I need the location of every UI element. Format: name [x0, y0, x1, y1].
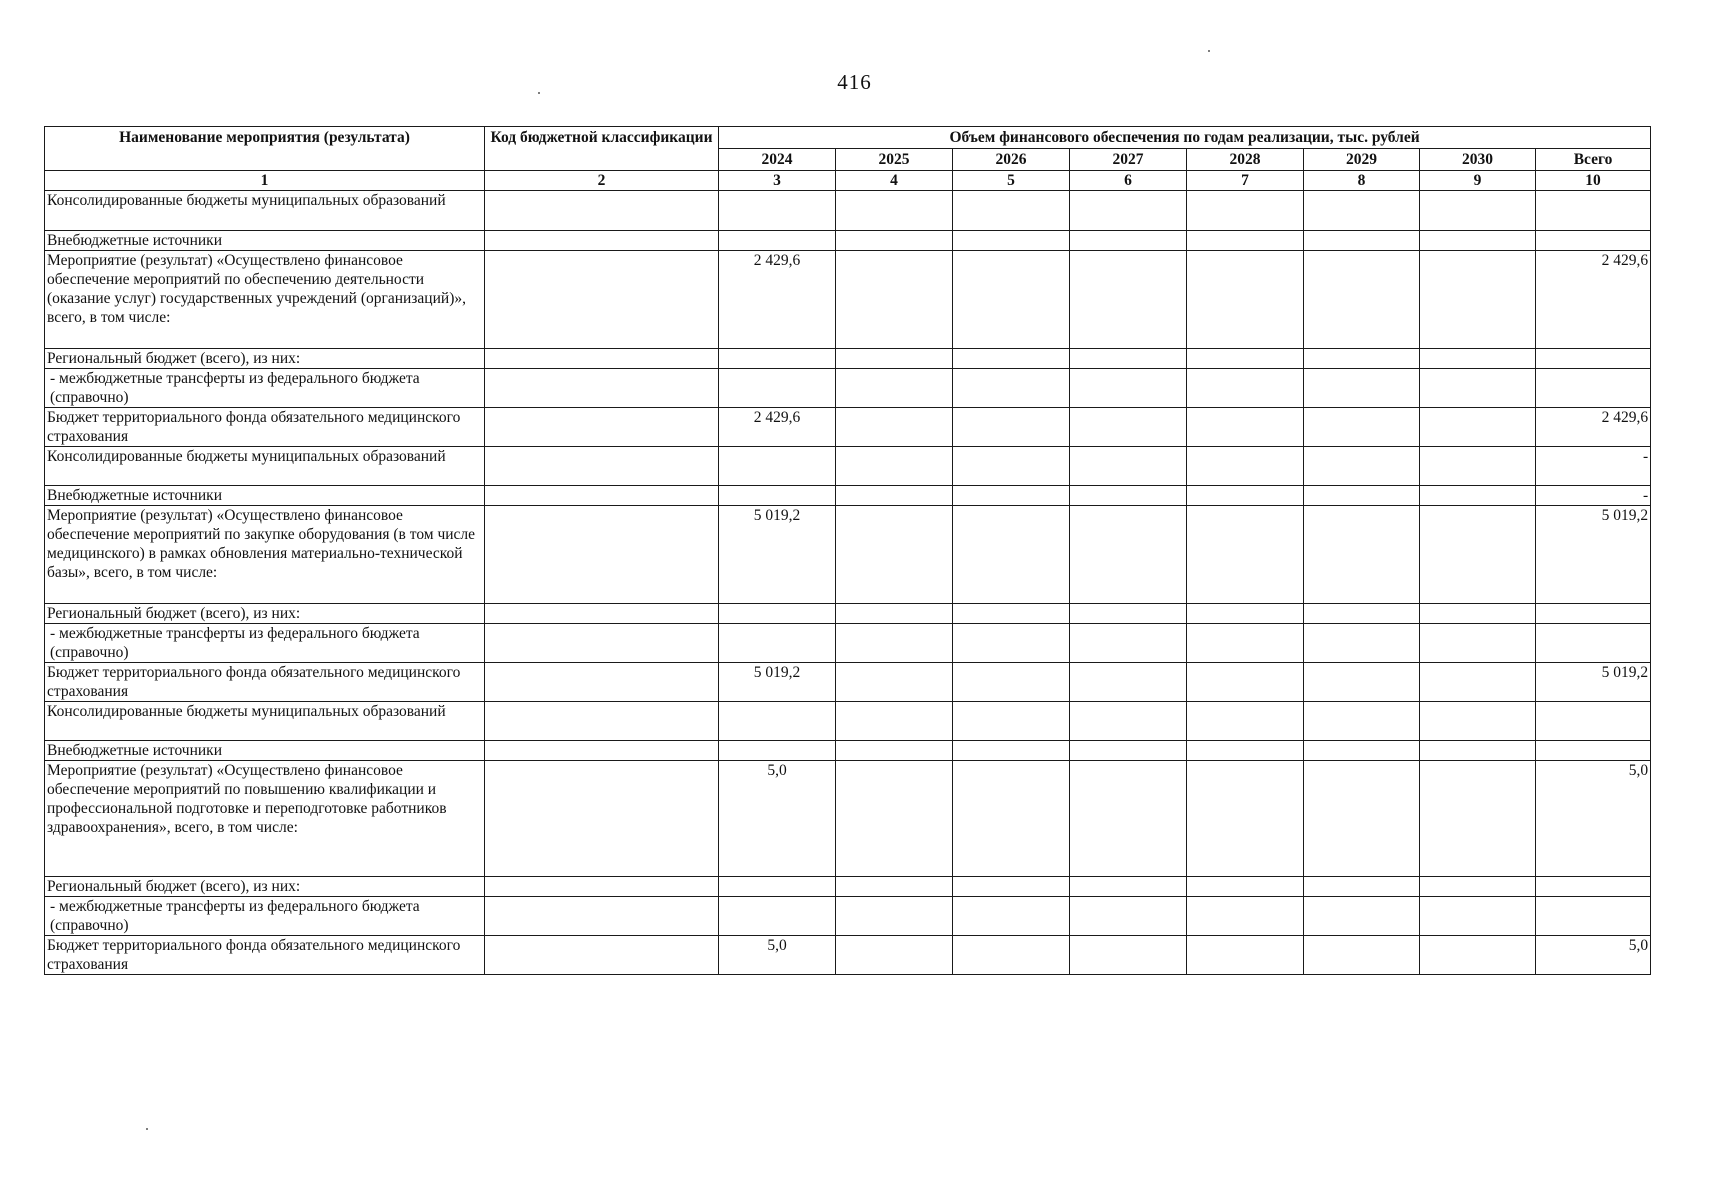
column-number: 4: [836, 171, 953, 191]
table-row: [45, 663, 1651, 702]
row-name: Региональный бюджет (всего), из них:: [45, 349, 485, 369]
scan-speck: [538, 92, 540, 94]
row-value: [1420, 369, 1536, 408]
row-value: [1420, 604, 1536, 624]
column-numbers-row: [45, 171, 1651, 191]
row-code: [485, 369, 719, 408]
row-value: [1187, 702, 1304, 741]
row-value: [836, 506, 953, 604]
row-name: Мероприятие (результат) «Осуществлено финансовое обеспечение мероприятий по закупке оборудования (в том числе медицинского) в рамках обновления материально-технической базы», всего, в том числе:: [45, 506, 485, 604]
row-code: [485, 251, 719, 349]
row-value: [836, 624, 953, 663]
row-value: [836, 349, 953, 369]
row-code: [485, 191, 719, 231]
row-name: - межбюджетные трансферты из федерального бюджета (справочно): [45, 624, 485, 663]
row-name: - межбюджетные трансферты из федерального бюджета (справочно): [45, 369, 485, 408]
row-value: [1070, 486, 1187, 506]
row-value: [953, 936, 1070, 975]
row-value: [719, 349, 836, 369]
page-number: 416: [837, 70, 872, 94]
row-value: [953, 231, 1070, 251]
row-value: [1070, 604, 1187, 624]
row-value: [719, 486, 836, 506]
table-row: [45, 447, 1651, 486]
row-name: Мероприятие (результат) «Осуществлено финансовое обеспечение мероприятий по повышению квалификации и профессиональной подготовке и переподготовке работников здравоохранения», всего, в том числе:: [45, 761, 485, 877]
row-value: [1420, 663, 1536, 702]
row-value: [1070, 191, 1187, 231]
row-value: [1187, 231, 1304, 251]
row-value: 2 429,6: [719, 408, 836, 447]
row-name: - межбюджетные трансферты из федерального бюджета (справочно): [45, 897, 485, 936]
row-name: Мероприятие (результат) «Осуществлено финансовое обеспечение мероприятий по обеспечению деятельности (оказание услуг) государственных учреждений (организаций)», всего, в том числе:: [45, 251, 485, 349]
row-total: 2 429,6: [1536, 408, 1651, 447]
row-value: [836, 486, 953, 506]
row-name: Бюджет территориального фонда обязательного медицинского страхования: [45, 663, 485, 702]
column-number: 1: [45, 171, 485, 191]
row-value: [1304, 663, 1420, 702]
row-value: [1070, 506, 1187, 604]
row-total: [1536, 702, 1651, 741]
table-row: [45, 761, 1651, 877]
row-value: [1420, 936, 1536, 975]
row-code: [485, 506, 719, 604]
row-value: [1304, 604, 1420, 624]
row-value: [953, 408, 1070, 447]
row-name: Региональный бюджет (всего), из них:: [45, 877, 485, 897]
column-number: 6: [1070, 171, 1187, 191]
row-value: [719, 447, 836, 486]
row-value: [1304, 369, 1420, 408]
table-row: [45, 624, 1651, 663]
row-value: [953, 604, 1070, 624]
table-row: [45, 349, 1651, 369]
row-value: [836, 877, 953, 897]
row-total: [1536, 604, 1651, 624]
row-value: [1070, 231, 1187, 251]
table-row: [45, 604, 1651, 624]
row-value: [1420, 251, 1536, 349]
row-value: [1304, 936, 1420, 975]
row-value: [953, 624, 1070, 663]
row-value: [719, 702, 836, 741]
table-row: [45, 251, 1651, 349]
row-code: [485, 486, 719, 506]
header-year: 2026: [953, 149, 1070, 171]
row-value: [1187, 408, 1304, 447]
row-total: 5,0: [1536, 936, 1651, 975]
row-value: [953, 349, 1070, 369]
row-name: Консолидированные бюджеты муниципальных образований: [45, 702, 485, 741]
row-name: Внебюджетные источники: [45, 231, 485, 251]
row-value: [953, 741, 1070, 761]
row-value: [836, 369, 953, 408]
row-code: [485, 702, 719, 741]
row-code: [485, 604, 719, 624]
row-value: [1070, 897, 1187, 936]
row-name: Бюджет территориального фонда обязательного медицинского страхования: [45, 408, 485, 447]
column-number: 5: [953, 171, 1070, 191]
table-row: [45, 369, 1651, 408]
row-value: [719, 191, 836, 231]
table-row: [45, 506, 1651, 604]
row-value: [1304, 486, 1420, 506]
header-name: Наименование мероприятия (результата): [45, 127, 485, 171]
row-value: 5,0: [719, 761, 836, 877]
row-value: [1070, 877, 1187, 897]
row-value: [1304, 506, 1420, 604]
row-value: [953, 702, 1070, 741]
row-total: [1536, 369, 1651, 408]
row-value: [836, 191, 953, 231]
row-value: [836, 702, 953, 741]
table-row: [45, 702, 1651, 741]
row-value: [953, 251, 1070, 349]
table-row: [45, 408, 1651, 447]
row-total: [1536, 231, 1651, 251]
column-number: 9: [1420, 171, 1536, 191]
row-value: [1304, 702, 1420, 741]
row-value: [953, 897, 1070, 936]
header-year: 2027: [1070, 149, 1187, 171]
row-code: [485, 936, 719, 975]
row-value: [1304, 251, 1420, 349]
row-value: [836, 936, 953, 975]
scan-speck: [146, 1128, 148, 1130]
row-code: [485, 663, 719, 702]
row-value: [1420, 486, 1536, 506]
row-value: [1187, 741, 1304, 761]
row-name: Внебюджетные источники: [45, 741, 485, 761]
row-value: [1070, 251, 1187, 349]
row-value: [953, 663, 1070, 702]
row-code: [485, 447, 719, 486]
column-number: 2: [485, 171, 719, 191]
row-code: [485, 231, 719, 251]
budget-table: [44, 126, 1651, 975]
row-value: [1420, 741, 1536, 761]
header-year: 2029: [1304, 149, 1420, 171]
row-total: 5 019,2: [1536, 506, 1651, 604]
row-value: [1420, 761, 1536, 877]
row-value: [1304, 191, 1420, 231]
row-value: [1187, 663, 1304, 702]
row-code: [485, 877, 719, 897]
row-value: [1420, 231, 1536, 251]
row-value: [1070, 408, 1187, 447]
row-value: [1070, 663, 1187, 702]
row-value: [1420, 702, 1536, 741]
column-number: 8: [1304, 171, 1420, 191]
row-value: [1304, 231, 1420, 251]
row-value: [719, 897, 836, 936]
row-value: [1070, 447, 1187, 486]
row-total: 2 429,6: [1536, 251, 1651, 349]
row-code: [485, 761, 719, 877]
row-value: [1304, 349, 1420, 369]
row-value: [953, 369, 1070, 408]
row-value: [1420, 447, 1536, 486]
table-row: [45, 231, 1651, 251]
row-value: [1187, 604, 1304, 624]
row-value: [1070, 349, 1187, 369]
row-value: [1420, 624, 1536, 663]
row-code: [485, 741, 719, 761]
row-value: [1187, 761, 1304, 877]
header-year: 2028: [1187, 149, 1304, 171]
row-value: [719, 624, 836, 663]
row-total: -: [1536, 447, 1651, 486]
row-value: [836, 251, 953, 349]
row-value: [953, 877, 1070, 897]
row-value: [1420, 506, 1536, 604]
row-total: [1536, 349, 1651, 369]
row-value: 5,0: [719, 936, 836, 975]
table-row: [45, 877, 1651, 897]
row-value: [1304, 741, 1420, 761]
row-value: [1187, 936, 1304, 975]
row-value: [1187, 897, 1304, 936]
row-name: Консолидированные бюджеты муниципальных образований: [45, 191, 485, 231]
header-code: Код бюджетной классификации: [485, 127, 719, 171]
row-value: [1070, 702, 1187, 741]
row-value: [1070, 761, 1187, 877]
row-value: [1187, 447, 1304, 486]
row-value: [1420, 408, 1536, 447]
row-total: [1536, 877, 1651, 897]
row-value: [1187, 506, 1304, 604]
row-value: [719, 369, 836, 408]
header-year: 2030: [1420, 149, 1536, 171]
table-row: [45, 486, 1651, 506]
header-year: 2024: [719, 149, 836, 171]
row-value: [836, 447, 953, 486]
row-value: [719, 604, 836, 624]
table-row: [45, 897, 1651, 936]
row-value: [1187, 349, 1304, 369]
row-value: 5 019,2: [719, 663, 836, 702]
row-value: [953, 191, 1070, 231]
row-value: [1304, 897, 1420, 936]
row-total: 5 019,2: [1536, 663, 1651, 702]
header-row-1: [45, 127, 1651, 149]
row-value: [1420, 897, 1536, 936]
column-number: 3: [719, 171, 836, 191]
header-total: Всего: [1536, 149, 1651, 171]
table-row: [45, 741, 1651, 761]
row-value: [953, 761, 1070, 877]
row-name: Региональный бюджет (всего), из них:: [45, 604, 485, 624]
row-code: [485, 408, 719, 447]
row-value: [1187, 486, 1304, 506]
table-row: [45, 936, 1651, 975]
header-volume: Объем финансового обеспечения по годам реализации, тыс. рублей: [719, 127, 1651, 149]
row-value: [1420, 191, 1536, 231]
row-value: 2 429,6: [719, 251, 836, 349]
row-value: [836, 761, 953, 877]
row-value: [836, 604, 953, 624]
column-number: 10: [1536, 171, 1651, 191]
row-value: 5 019,2: [719, 506, 836, 604]
row-value: [1304, 877, 1420, 897]
row-value: [953, 506, 1070, 604]
row-value: [1187, 877, 1304, 897]
row-value: [836, 741, 953, 761]
header-year: 2025: [836, 149, 953, 171]
row-value: [1304, 761, 1420, 877]
row-value: [836, 663, 953, 702]
row-value: [1420, 349, 1536, 369]
row-name: Бюджет территориального фонда обязательного медицинского страхования: [45, 936, 485, 975]
column-number: 7: [1187, 171, 1304, 191]
row-value: [1187, 369, 1304, 408]
row-code: [485, 897, 719, 936]
row-value: [1070, 741, 1187, 761]
row-value: [1304, 447, 1420, 486]
row-value: [1070, 624, 1187, 663]
row-value: [1304, 624, 1420, 663]
row-code: [485, 349, 719, 369]
row-total: [1536, 191, 1651, 231]
row-value: [719, 741, 836, 761]
row-code: [485, 624, 719, 663]
row-total: [1536, 897, 1651, 936]
row-value: [836, 408, 953, 447]
row-name: Внебюджетные источники: [45, 486, 485, 506]
scan-speck: [1208, 50, 1210, 52]
row-total: 5,0: [1536, 761, 1651, 877]
row-value: [1304, 408, 1420, 447]
row-total: [1536, 624, 1651, 663]
row-total: -: [1536, 486, 1651, 506]
table-row: [45, 191, 1651, 231]
row-name: Консолидированные бюджеты муниципальных образований: [45, 447, 485, 486]
row-value: [719, 231, 836, 251]
row-value: [953, 486, 1070, 506]
row-value: [953, 447, 1070, 486]
row-value: [1187, 624, 1304, 663]
row-value: [1187, 191, 1304, 231]
row-value: [1070, 936, 1187, 975]
row-value: [836, 231, 953, 251]
row-value: [836, 897, 953, 936]
row-total: [1536, 741, 1651, 761]
row-value: [1187, 251, 1304, 349]
row-value: [1420, 877, 1536, 897]
row-value: [719, 877, 836, 897]
row-value: [1070, 369, 1187, 408]
